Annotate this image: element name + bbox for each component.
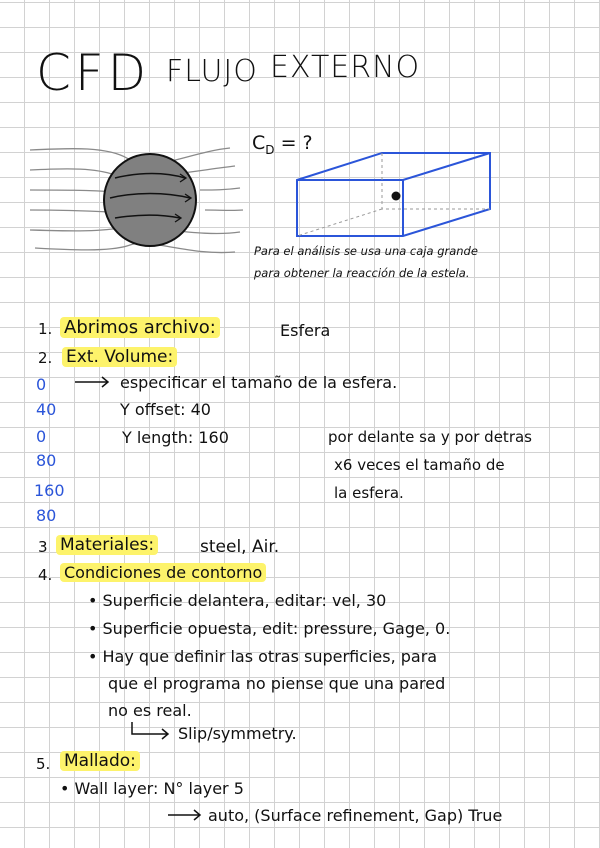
sphere-sketch	[104, 154, 196, 246]
step-3-value: steel, Air.	[200, 537, 280, 557]
step-5-number: 5.	[36, 755, 51, 773]
diagram-caption-line2: para obtener la reacción de la estela.	[254, 266, 470, 280]
side-number: 80	[36, 506, 57, 525]
step-2-y-offset: Y offset: 40	[120, 400, 211, 419]
step-4-number: 4.	[38, 566, 53, 584]
step-4-bullet-3-line4: Slip/symmetry.	[178, 724, 297, 743]
step-2-instruction: especificar el tamaño de la esfera.	[120, 373, 398, 392]
step-1-heading: Abrimos archivo:	[60, 317, 220, 338]
step-2-note-line1: por delante sa y por detras	[328, 428, 532, 446]
step-2-number: 2.	[38, 349, 53, 367]
side-number: 0	[36, 427, 47, 446]
step-1-number: 1.	[38, 320, 53, 338]
step-2-note-line2: x6 veces el tamaño de	[334, 456, 505, 474]
step-4-bullet-3-line1: • Hay que definir las otras superficies, para	[88, 647, 438, 666]
arrow-icon	[168, 810, 200, 820]
step-5-bullet-2: auto, (Surface refinement, Gap) True	[208, 806, 503, 825]
side-number: 40	[36, 400, 57, 419]
step-2-heading: Ext. Volume:	[62, 347, 177, 367]
title-cfd: CFD	[36, 44, 151, 102]
step-3-heading: Materiales:	[56, 535, 158, 555]
step-4-bullet-2: • Superficie opuesta, edit: pressure, Gage, 0.	[88, 619, 451, 638]
diagram-caption-line1: Para el análisis se usa una caja grande	[254, 244, 478, 258]
hook-arrow-icon	[132, 722, 168, 739]
step-3-number: 3	[38, 538, 48, 556]
side-number: 80	[36, 451, 57, 470]
side-number: 160	[34, 481, 65, 500]
step-4-heading: Condiciones de contorno	[60, 563, 266, 582]
title-externo: EXTERNO	[270, 50, 421, 85]
step-4-bullet-3-line2: que el programa no piense que una pared	[108, 674, 446, 693]
step-2-y-length: Y length: 160	[122, 428, 229, 447]
step-5-heading: Mallado:	[60, 751, 140, 771]
drag-coefficient-label: $C_D$ = ?	[252, 132, 313, 157]
title-flujo: FLUJO	[166, 54, 258, 89]
arrow-icon	[75, 377, 108, 387]
side-number: 0	[36, 375, 47, 394]
step-4-bullet-1: • Superficie delantera, editar: vel, 30	[88, 591, 387, 610]
step-5-bullet-1: • Wall layer: N° layer 5	[60, 779, 244, 798]
step-4-bullet-3-line3: no es real.	[108, 701, 192, 720]
box-dot	[392, 192, 401, 201]
step-2-note-line3: la esfera.	[334, 484, 404, 502]
step-1-value: Esfera	[280, 321, 331, 340]
